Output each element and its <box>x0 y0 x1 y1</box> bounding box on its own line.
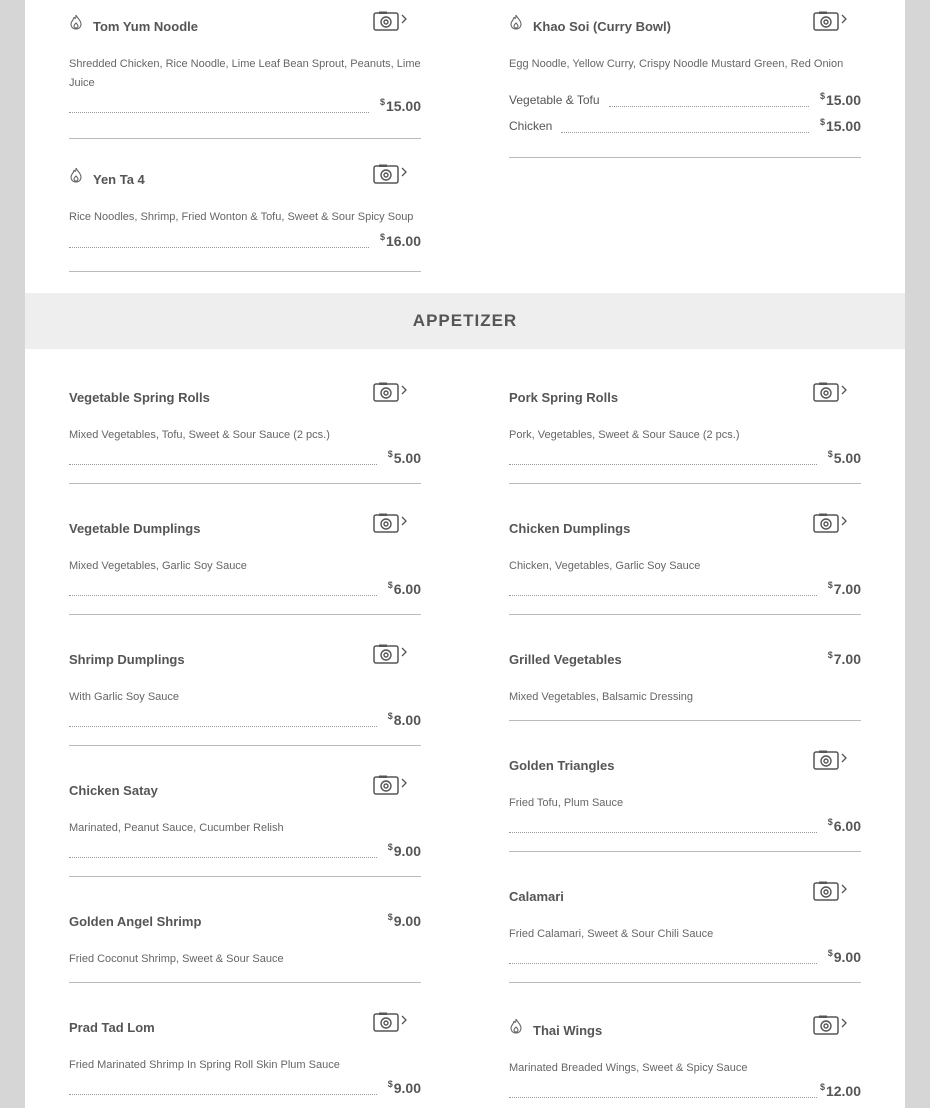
item-name: Chicken Dumplings <box>509 521 631 536</box>
price-row <box>509 819 861 835</box>
photo-camera-icon[interactable] <box>813 11 849 31</box>
price-row <box>509 93 861 109</box>
item-name: Chicken Satay <box>69 783 158 798</box>
price-row <box>69 451 421 467</box>
item-price: $6.00 <box>387 580 421 597</box>
item-price: $6.00 <box>827 817 861 834</box>
dotted-leader <box>69 595 377 596</box>
dotted-leader <box>69 247 369 248</box>
photo-camera-icon[interactable] <box>373 644 409 664</box>
item-name: Grilled Vegetables <box>509 652 622 667</box>
dotted-leader <box>509 963 817 964</box>
item-description: Fried Calamari, Sweet & Sour Chili Sauce <box>509 928 714 940</box>
item-price: $15.00 <box>819 91 861 108</box>
menu-page <box>25 0 905 1108</box>
price-row <box>509 582 861 598</box>
item-description: Pork, Vegetables, Sweet & Sour Sauce (2 pcs.) <box>509 429 740 441</box>
item-name: Tom Yum Noodle <box>93 19 198 34</box>
item-divider <box>69 271 421 272</box>
price-row <box>69 99 421 115</box>
item-divider <box>509 851 861 852</box>
photo-camera-icon[interactable] <box>813 750 849 770</box>
item-description: Fried Tofu, Plum Sauce <box>509 797 624 809</box>
item-divider <box>69 745 421 746</box>
item-divider <box>509 982 861 983</box>
item-name: Prad Tad Lom <box>69 1020 155 1035</box>
menu-item-khao-soi <box>509 19 861 159</box>
price-row <box>69 1081 421 1097</box>
dotted-leader <box>509 832 817 833</box>
item-price: $9.00 <box>387 912 421 929</box>
item-price: $9.00 <box>387 1079 421 1096</box>
menu-item-tom-yum-noodle <box>69 19 421 139</box>
item-description: Fried Marinated Shrimp In Spring Roll Skin Plum Sauce <box>69 1059 340 1071</box>
item-description: Marinated, Peanut Sauce, Cucumber Relish <box>69 822 284 834</box>
item-description: Mixed Vegetables, Garlic Soy Sauce <box>69 560 247 572</box>
item-name: Golden Triangles <box>509 758 615 773</box>
item-price: $7.00 <box>827 580 861 597</box>
dotted-leader <box>609 106 809 107</box>
price-row <box>69 844 421 860</box>
dotted-leader <box>69 112 369 113</box>
item-price: $12.00 <box>819 1082 861 1099</box>
item-price: $15.00 <box>379 97 421 114</box>
item-description: Fried Coconut Shrimp, Sweet & Sour Sauce <box>69 953 284 965</box>
item-divider <box>69 614 421 615</box>
item-description: Shredded Chicken, Rice Noodle, Lime Leaf Bean Sprout, Peanuts, Lime Juice <box>69 58 421 89</box>
price-option-label: Vegetable & Tofu <box>509 93 606 107</box>
item-name: Thai Wings <box>533 1023 603 1038</box>
item-price: $9.00 <box>827 948 861 965</box>
photo-camera-icon[interactable] <box>373 164 409 184</box>
chili-flame-icon <box>509 14 523 30</box>
photo-camera-icon[interactable] <box>373 382 409 402</box>
item-name: Golden Angel Shrimp <box>69 914 202 929</box>
item-description: With Garlic Soy Sauce <box>69 691 180 703</box>
item-divider <box>509 720 861 721</box>
photo-camera-icon[interactable] <box>813 881 849 901</box>
item-divider <box>69 982 421 983</box>
price-row <box>69 713 421 729</box>
item-divider <box>509 614 861 615</box>
item-price: $5.00 <box>827 449 861 466</box>
item-price: $7.00 <box>827 650 861 667</box>
item-name: Shrimp Dumplings <box>69 652 185 667</box>
dotted-leader <box>561 132 809 133</box>
dotted-leader <box>69 464 377 465</box>
section-header-appetizer <box>25 293 905 349</box>
dotted-leader <box>509 595 817 596</box>
item-price: $5.00 <box>387 449 421 466</box>
menu-item-yen-ta-4 <box>69 172 421 272</box>
item-description: Egg Noodle, Yellow Curry, Crispy Noodle Mustard Green, Red Onion <box>509 58 844 70</box>
price-option-label: Chicken <box>509 119 558 133</box>
dotted-leader <box>69 1094 377 1095</box>
photo-camera-icon[interactable] <box>813 382 849 402</box>
item-description: Chicken, Vegetables, Garlic Soy Sauce <box>509 560 701 572</box>
photo-camera-icon[interactable] <box>813 513 849 533</box>
item-divider <box>69 138 421 139</box>
price-row <box>69 234 421 250</box>
item-divider <box>69 876 421 877</box>
item-divider <box>69 483 421 484</box>
item-price: $16.00 <box>379 232 421 249</box>
price-row <box>509 119 861 135</box>
item-description: Mixed Vegetables, Balsamic Dressing <box>509 691 694 703</box>
photo-camera-icon[interactable] <box>373 775 409 795</box>
item-name: Calamari <box>509 889 564 904</box>
item-name: Pork Spring Rolls <box>509 390 619 405</box>
photo-camera-icon[interactable] <box>373 1012 409 1032</box>
photo-camera-icon[interactable] <box>813 1015 849 1035</box>
item-name: Khao Soi (Curry Bowl) <box>533 19 671 34</box>
item-name: Yen Ta 4 <box>93 172 145 187</box>
photo-camera-icon[interactable] <box>373 11 409 31</box>
item-description: Mixed Vegetables, Tofu, Sweet & Sour Sauce (2 pcs.) <box>69 429 330 441</box>
dotted-leader <box>69 857 377 858</box>
item-description: Marinated Breaded Wings, Sweet & Spicy Sauce <box>509 1062 748 1074</box>
chili-flame-icon <box>509 1018 523 1034</box>
dotted-leader <box>509 1097 817 1098</box>
item-name: Vegetable Spring Rolls <box>69 390 210 405</box>
price-row <box>509 451 861 467</box>
item-description: Rice Noodles, Shrimp, Fried Wonton & Tofu, Sweet & Sour Spicy Soup <box>69 211 414 223</box>
chili-flame-icon <box>69 167 83 183</box>
item-divider <box>509 157 861 158</box>
price-row <box>69 582 421 598</box>
dotted-leader <box>69 726 377 727</box>
section-title: APPETIZER <box>412 311 518 330</box>
photo-camera-icon[interactable] <box>373 513 409 533</box>
item-price: $15.00 <box>819 117 861 134</box>
item-divider <box>509 483 861 484</box>
item-name: Vegetable Dumplings <box>69 521 201 536</box>
dotted-leader <box>509 464 817 465</box>
price-row <box>509 1084 861 1100</box>
chili-flame-icon <box>69 14 83 30</box>
price-row <box>509 950 861 966</box>
item-price: $8.00 <box>387 711 421 728</box>
item-price: $9.00 <box>387 842 421 859</box>
